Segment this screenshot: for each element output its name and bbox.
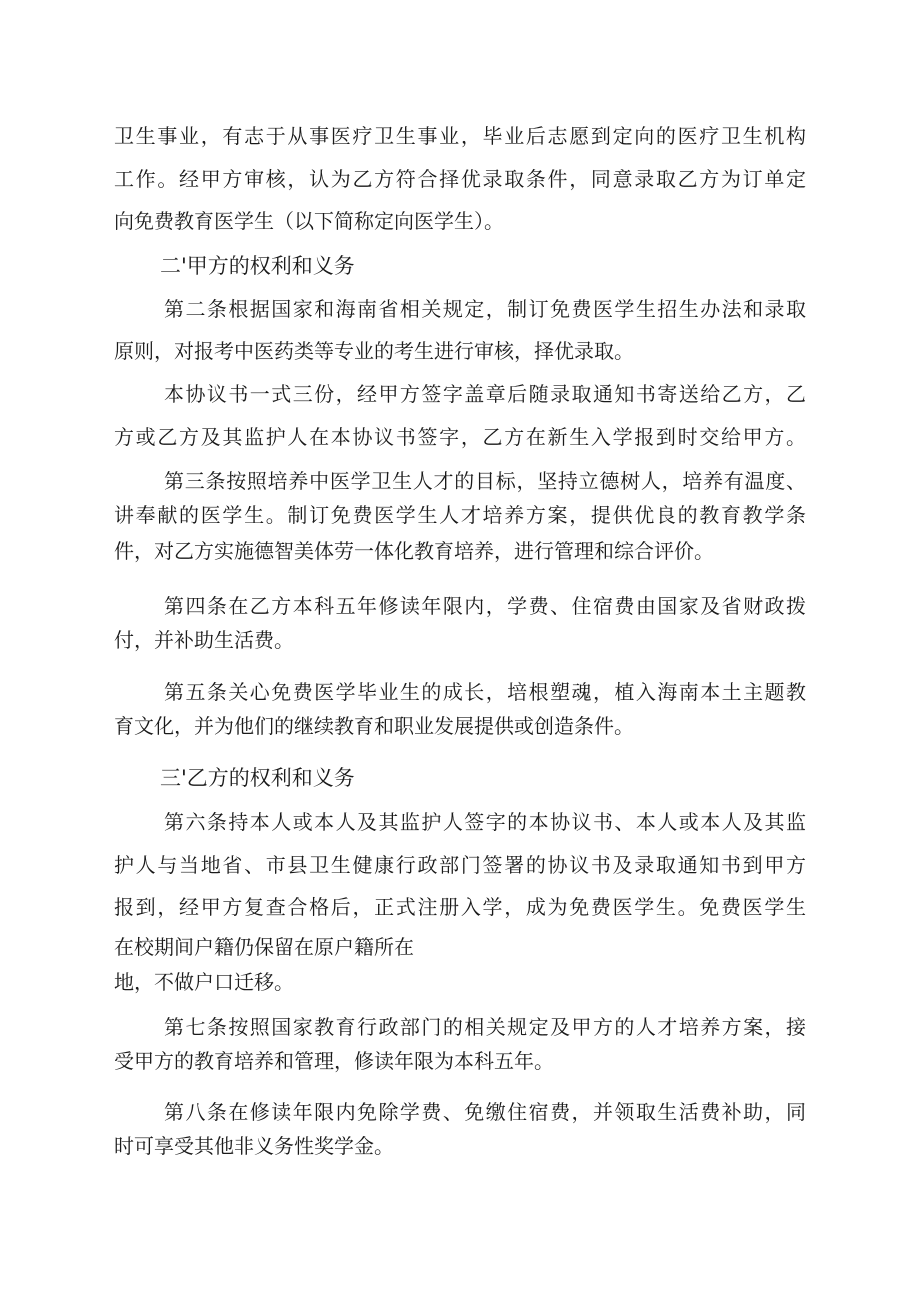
- section-heading-party-b: 三'乙方的权利和义务: [160, 766, 355, 790]
- article-3-line: 件，对乙方实施德智美体劳一体化教育培养，进行管理和综合评价。: [114, 539, 714, 563]
- article-3-line: 第三条按照培养中医学卫生人才的目标，坚持立德树人，培养有温度、: [164, 469, 806, 493]
- body-line: 卫生事业，有志于从事医疗卫生事业，毕业后志愿到定向的医疗卫生机构: [114, 124, 806, 148]
- article-4-line: 付，并补助生活费。: [114, 628, 294, 652]
- section-heading-party-a: 二'甲方的权利和义务: [160, 254, 355, 278]
- article-5-line: 第五条关心免费医学毕业生的成长，培根塑魂，植入海南本土主题教: [164, 680, 806, 704]
- agreement-copies-line: 方或乙方及其监护人在本协议书签字，乙方在新生入学报到时交给甲方。: [114, 425, 806, 449]
- article-6-line: 第六条持本人或本人及其监护人签字的本协议书、本人或本人及其监: [164, 810, 806, 834]
- body-line: 工作。经甲方审核，认为乙方符合择优录取条件，同意录取乙方为订单定: [114, 167, 806, 191]
- article-7-line: 受甲方的教育培养和管理，修读年限为本科五年。: [114, 1049, 554, 1073]
- article-3-line: 讲奉献的医学生。制订免费医学生人才培养方案，提供优良的教育教学条: [114, 503, 806, 527]
- article-6-line: 护人与当地省、市县卫生健康行政部门签署的协议书及录取通知书到甲方: [114, 853, 806, 877]
- article-7-line: 第七条按照国家教育行政部门的相关规定及甲方的人才培养方案，接: [164, 1015, 806, 1039]
- article-4-line: 第四条在乙方本科五年修读年限内，学费、住宿费由国家及省财政拨: [164, 594, 806, 618]
- article-8-line: 第八条在修读年限内免除学费、免缴住宿费，并领取生活费补助，同: [164, 1100, 806, 1124]
- article-2-line: 第二条根据国家和海南省相关规定，制订免费医学生招生办法和录取: [164, 297, 806, 321]
- body-line: 向免费教育医学生（以下简称定向医学生）。: [114, 209, 504, 233]
- agreement-copies-line: 本协议书一式三份，经甲方签字盖章后随录取通知书寄送给乙方，乙: [164, 382, 806, 406]
- article-6-line: 地，不做户口迁移。: [114, 970, 294, 994]
- article-6-line: 在校期间户籍仍保留在原户籍所在: [114, 935, 414, 959]
- article-5-line: 育文化，并为他们的继续教育和职业发展提供或创造条件。: [114, 714, 634, 738]
- article-8-line: 时可享受其他非义务性奖学金。: [114, 1134, 394, 1158]
- article-6-line: 报到，经甲方复查合格后，正式注册入学，成为免费医学生。免费医学生: [114, 895, 806, 919]
- article-2-line: 原则，对报考中医药类等专业的考生进行审核，择优录取。: [114, 339, 634, 363]
